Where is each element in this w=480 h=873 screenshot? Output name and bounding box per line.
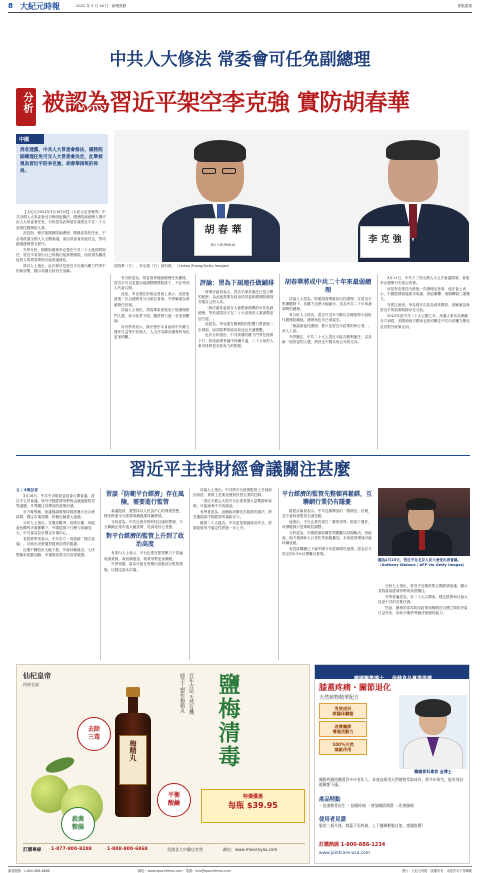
joint-ad-lead: 關節疼痛困擾著許多中老年人，本產品採用天然植物萃取成份，經多年研究，能有效舒緩關節不適。 <box>319 777 464 788</box>
paragraph: 有學者認為，這種政治優先於經濟的做法，將長期損害中國經濟的創新活力。 <box>193 510 272 520</box>
paragraph: 外界分析，國務院總理李克強在中共二十大後即將卸任，習近平希望由自己的親信接掌國務院，而被視為團派接班人的胡春華則可能被邊緣化。 <box>16 247 106 263</box>
plum-ad[interactable] <box>16 664 310 864</box>
paragraph: 然而，嚴格的清零防疫政策與穩增長目標之間的矛盾日益突出，如何平衡將考驗決策層的能力。 <box>378 606 468 616</box>
analysis-badge <box>16 88 36 126</box>
second-headline: 習近平主持財經會議關注甚麼 <box>129 460 351 480</box>
paragraph: 外界預期，當局可能在短期內放鬆部分監管措施，以穩定資本市場。 <box>104 562 183 572</box>
footer-center: 網址：www.epochtimes.com 電郵：info@epochtimes.com <box>138 869 231 873</box>
paragraph: 分析認為，中國經濟結構性問題難以短期解決，房地產、地方債務和人口老化等風險疊加，未來經濟增速可能持續放緩。 <box>282 531 372 546</box>
paragraph: 時評人士指出，此次修法是習近平在黨內權力鬥爭中的新部署，顯示高層分歧仍在加劇。 <box>16 263 106 274</box>
joint-ad-website[interactable]: www.jointcare-usa.com <box>319 851 371 856</box>
second-story-col-4 <box>282 488 372 660</box>
joint-ad-heading: 膝蓋疼痛・關節退化 <box>319 682 391 692</box>
paragraph: 官方報導稱，會議強調要保持經濟運行在合理區間，穩定市場預期，防範化解重大風險。 <box>16 510 95 520</box>
paragraph: 這是李克強任內最後一次總理記者會，他在會上表示，中國經濟面臨需求收縮、供給衝擊、預期轉弱三重壓力。 <box>380 287 470 302</box>
joint-ad-box-3: 100%天然 無副作用 <box>319 739 367 755</box>
price-label: 特價優惠 <box>242 794 263 800</box>
price-box <box>201 789 305 823</box>
paragraph: 有分析人士指出，習近平近年不斷以各種領導小組取代國務院職能，總理角色早已被架空。 <box>282 313 372 323</box>
paragraph: 3月16日，中共中央財經委員會召開會議，習近平主持會議，研究中國經濟形勢與金融風險防控等議題，外界關注其釋放的政策信號。 <box>16 493 96 509</box>
second-story-col-1 <box>16 488 98 660</box>
order-phone-2[interactable]: 1-888-800-6868 <box>107 847 148 852</box>
commentary-title: 評論：習為下屆連任做鋪排 <box>199 280 275 287</box>
plum-bottle-label: 梅精丸 <box>129 740 138 761</box>
xi-photo <box>378 488 470 556</box>
plum-bottle-image <box>113 687 153 817</box>
sidebar-box <box>16 134 108 204</box>
masthead: 大紀元時報 <box>20 1 60 11</box>
joint-ad-subheading: 天然植物精華配方 <box>319 695 360 701</box>
footer-line-1: 美國各大中藥店有售 <box>167 847 203 852</box>
second-story-col-3 <box>193 488 275 660</box>
name-plate-right-name: 李 克 強 <box>368 235 402 245</box>
joint-ad-box-2: 改善關節 增進活動力 <box>319 721 367 737</box>
joint-ad-section-body-2: 服用三個月後，膝蓋不再疼痛，上下樓梯輕鬆自如，感謝推薦！ <box>319 823 426 828</box>
paragraph: 「修法讓常委會在大會閉會期間即可任免副總理，等於讓習近平在二十大前後的人事調整更加方便。」 <box>198 306 274 321</box>
paragraph: 有投資機構已下調中國今年經濟增長預測，認為官方設定的5.5%目標難以實現。 <box>282 547 372 557</box>
doctor-photo <box>399 695 467 769</box>
paragraph: 外界普遍認為，在二十大召開前，穩定經濟和社會大局是中共的首要任務。 <box>378 595 468 605</box>
name-plate-left-pinyin: HU CHUNHUA <box>210 243 236 247</box>
paragraph: 有經濟學者表示，中共官方一再強調「穩字當頭」，反映出決策層對經濟前景的擔憂。 <box>16 537 95 547</box>
page-number: 8 <box>8 2 13 10</box>
paragraph: 3月11日，中共十三屆全國人大五次會議閉幕，會後李克強舉行年度記者會。 <box>380 276 470 286</box>
paragraph: 他指出，平台企業仍需在「黨的領導」框架下運作，所謂鬆綁只是策略性調整。 <box>282 520 372 530</box>
main-story-col-5 <box>380 276 470 452</box>
second-subtitle-c: 平台經濟的監管先整頓再鬆綁，互聯網行業仍有隱憂 <box>282 491 372 506</box>
paragraph: 他認為，李克強在國務院的影響力將被進一步削弱，而胡春華的政治前途也充滿變數。 <box>198 322 274 332</box>
leaders-photo <box>114 130 469 262</box>
paragraph: 財經評論員表示，中共近期釋放的「穩增長」信號，並不意味著監管全面放鬆。 <box>282 509 372 519</box>
plum-ad-brand-sub: 梅樹老鋪 <box>23 682 39 687</box>
second-story-col-5 <box>378 584 470 660</box>
main-story-col-3 <box>198 276 276 452</box>
order-section <box>23 843 305 863</box>
kicker: 中共人大修法 常委會可任免副總理 <box>109 50 371 70</box>
second-subtitle-b: 對平台經濟的監管上升到了政治高度 <box>105 533 184 549</box>
joint-ad-section-body: ・促進軟骨再生 ・舒緩疼痛 ・增加關節潤滑 ・改善僵硬 <box>319 803 414 808</box>
paragraph: 「習近平擔心大型平台企業掌握大量數據和資源，可能威脅中共的統治。」 <box>193 499 272 509</box>
date-line: 2022 年 3 月 16 日 · 新聞焦點 <box>76 4 127 8</box>
sidebar-text: 消息透露，中共人大常委會修法，國務院副總理任免可交人大常委會決定，此舉被視為習近平防李克強、胡春華接班的佈局。 <box>20 148 103 174</box>
paragraph: 另有學者表示，修法程序本身說明中共權力運作日益集中於個人，人大作為橡皮圖章的角色更加明顯。 <box>114 324 190 340</box>
section2-title: 胡春華將成中共二十年來最弱總理 <box>284 279 372 294</box>
paragraph: 評論人士認為，即便胡春華最終出任總理，在習近平集權體制下，其權力也將大幅縮水，成為中共二十年來最弱勢的總理。 <box>282 297 372 312</box>
sidebar-label: 中國 <box>16 134 44 144</box>
second-subtitle-a: 習談「防範平台經濟」存在風險，需要進行監管 <box>105 491 184 506</box>
main-story-col-4 <box>282 276 374 452</box>
name-plate-right <box>360 226 410 258</box>
order-phone-1[interactable]: 1-877-800-8288 <box>51 847 92 852</box>
paragraph: 此前，李克強在兩會記者會上表示，這是他最後一次以總理身分出席記者會，外界解讀為明確卸任信號。 <box>114 292 190 307</box>
footer-left: 讀者服務：1-800-888-8888 <box>8 869 50 873</box>
paragraph: 評論人士指出，胡春華原被視為下屆總理熱門人選，如今前景不明，團派勢力進一步受到壓縮。 <box>114 308 190 323</box>
paragraph: 評論人士指出，中共將平台經濟監管上升到政治高度，實際上是要加強對民營企業的控制。 <box>193 488 272 498</box>
joint-ad-box-1: 有效成份 經臨床驗證 <box>319 703 367 719</box>
paragraph: 消息指，修法後國務院副總理、國務委員的任免，不必再經過全國人大全體會議，而由常委會直接決定，等同繞過總理提名程序。 <box>16 231 106 246</box>
paragraph: 2022年是中共二十大召開之年，高層人事布局牽動各方神經，美國和西方國家也密切關注中共內部權力變化及其對外政策走向。 <box>380 314 470 329</box>
paragraph: 會議提到，要堅持以人民為中心的發展思想，穩妥推進平台經濟規範健康持續發展。 <box>104 509 183 519</box>
paragraph: 近期中國股市大幅下挫，外資持續流出，人民幣匯率波動加劇，市場對政策走向高度敏感。 <box>16 548 95 558</box>
xi-photo-caption: 圖為2月25日，習近平在北京人民大會堂出席會議。（Anthony Wallace / AFP via Getty Images） <box>378 558 467 567</box>
paragraph: 外界注意到，李克強多次談及改革開放，被解讀為與習近平的政策路線存在分歧。 <box>380 303 470 313</box>
joint-ad[interactable] <box>314 664 470 864</box>
footer-right: 發行：大紀元時報 版權所有 未經許可不得轉載 <box>401 869 472 873</box>
joint-ad-hotline[interactable]: 訂購熱線 1-800-888-1234 <box>319 842 386 848</box>
paragraph: 時事評論員表示，習近平謀求連任已是公開的秘密，為此他需要在政治局常委和國務院層面安插自己的人馬。 <box>198 290 274 305</box>
price-detail: 每瓶 $39.95 <box>228 801 278 810</box>
paragraph: 分析人士指出，習近平近期密集召開經濟會議，顯示其對當前經濟形勢的高度關注。 <box>378 584 468 594</box>
analysis-badge-label: 分析 <box>21 92 32 114</box>
plum-ad-title: 鹽梅清毒 <box>215 673 241 769</box>
main-story-col-2 <box>114 276 192 452</box>
joint-ad-section-title: 產品特點 <box>319 797 341 803</box>
order-title: 訂購專線 <box>23 848 42 853</box>
paragraph: 外界關注，中共二十大上習近平能否順利連任，以及新一屆常委的人選，將決定中國未來五年的走向。 <box>282 335 372 345</box>
byline: 文 / 本報記者 <box>16 488 38 492</box>
joint-ad-section-title-2: 使用者見證 <box>319 817 346 823</box>
doctor-name-tag: 韓國骨科專家 金博士 <box>414 769 452 774</box>
paragraph: 隨著二十大臨近，中共更加強調政治安全，經濟政策的不確定性將進一步上升。 <box>193 521 272 531</box>
plum-ad-tagline: 百年古法 天然有機 純手工製作梅精丸 <box>179 673 194 715</box>
joint-ad-top: 韓國醫學博士 保健食品專業推薦 <box>315 665 470 679</box>
badge-balance: 平衡 酸鹼 <box>157 783 191 817</box>
badge-remove-toxins: 去除 三毒 <box>77 717 111 751</box>
badge-antibacterial: 殺菌 整腸 <box>61 807 95 841</box>
photo-caption: 胡春華（左）、李克強（右）資料照。（Lintao Zhang/Getty Images） <box>114 264 232 268</box>
footer-line-2[interactable]: 網站：www.meisenyao.com <box>223 847 278 852</box>
headline: 被認為習近平架空李克強 實防胡春華 <box>42 89 410 116</box>
paragraph: 分析認為，中共近兩年對科技巨頭的整頓，令互聯網企業市值大幅蒸發，投資者信心受挫。 <box>104 520 183 530</box>
paragraph: 有分析認為，常委會掌握副總理任免權後，習近平可以更靈活地調整國務院班子，不必等到人代會召開。 <box>114 276 190 291</box>
page-header <box>8 2 472 13</box>
plum-ad-brand-name: 仙杞皇帝 <box>23 671 51 680</box>
paragraph: 分析人士指出，在俄烏戰爭、疫情反覆、房地產危機等多重衝擊下，中國經濟下行壓力持續加大，中共當局急於穩定市場信心。 <box>16 521 95 536</box>
paragraph: 也有分析指出，中共高層的權力鬥爭在經濟下行、防疫政策爭議中持續升溫，二十大前的人事安排將是各派角力的焦點。 <box>198 333 274 348</box>
plum-ad-brand <box>23 671 83 688</box>
name-plate-left-name: 胡 春 華 <box>204 225 242 236</box>
paragraph: 「無論誰接任總理，都只是習近平政策的執行者。」該人士說。 <box>282 324 372 334</box>
name-plate-left <box>194 218 252 256</box>
paragraph: 有業內人士表示，平台企業在監管壓力下普遍收縮業務，裁員潮蔓延，就業形勢更加嚴峻。 <box>104 551 183 561</box>
page-footer <box>8 866 472 872</box>
paragraph: 【大紀元2022年3月16日訊】（大紀元記者報導）中共全國人大常委會近日修改組織法，國務院副總理人選可由人大常委會任免，分析認為此舉意在讓習近平在二十大前掌控國務院人事。 <box>16 210 106 230</box>
main-story-col-1 <box>16 210 108 450</box>
second-story-col-2 <box>104 488 186 660</box>
section-name: 焦點透視 <box>457 4 472 8</box>
